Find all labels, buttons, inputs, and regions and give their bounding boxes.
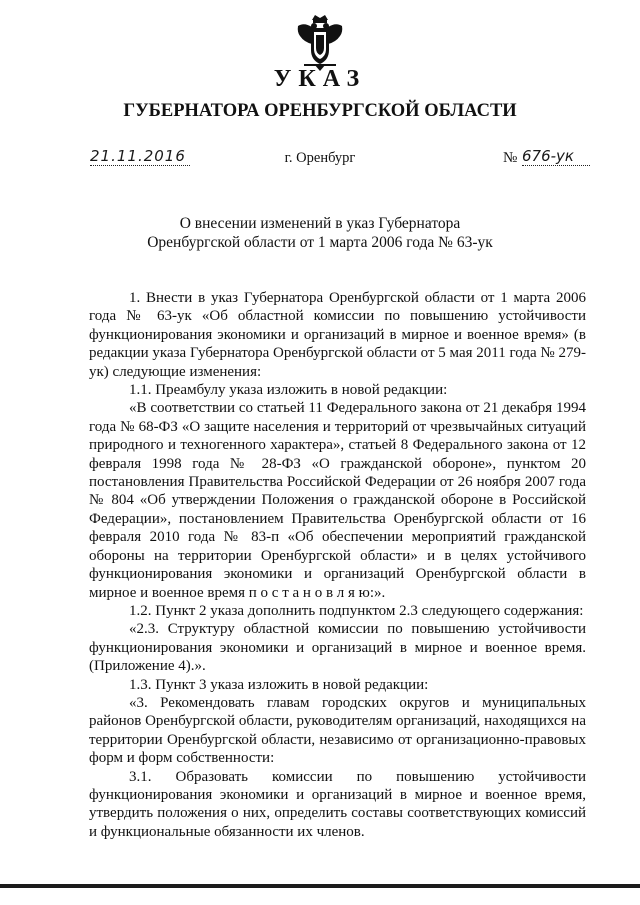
- heading-line-2: Оренбургской области от 1 марта 2006 года № 63-ук: [147, 234, 493, 251]
- city-label: г. Оренбург: [284, 150, 356, 166]
- document-number: 676-ук: [522, 147, 590, 166]
- paragraph-1-2: 1.2. Пункт 2 указа дополнить подпунктом 2.3 следующего содержания:: [129, 602, 584, 619]
- paragraph-3-1: 3.1. Образовать комиссии по повышению устойчивости функционирования экономики и организаций в мирное и военное время, утвердить положения о них, определить составы соответствующих комиссий и функциональные обязанности их членов.: [89, 768, 586, 840]
- paragraph-1: 1. Внести в указ Губернатора Оренбургской области от 1 марта 2006 года № 63-ук «Об областной комиссии по повышению устойчивости функционирования экономики и организаций в мирное и военное время» (в редакции указа Губернатора Оренбургской области от 5 мая 2011 года № 279-ук) следующие изменения:: [89, 290, 586, 380]
- document-heading: [0, 214, 640, 252]
- paragraph-1-3: 1.3. Пункт 3 указа изложить в новой редакции:: [129, 676, 429, 693]
- document-body: [89, 289, 586, 841]
- document-title: УКАЗ: [273, 66, 367, 92]
- coat-of-arms-icon: [294, 14, 346, 72]
- paragraph-3: «3. Рекомендовать главам городских округов и муниципальных районов Оренбургской области, руководителям организаций, находящихся на территории Оренбургской области, независимо от организационно-правовых форм и форм собственности:: [89, 694, 586, 767]
- paragraph-2-3: «2.3. Структуру областной комиссии по повышению устойчивости функционирования экономики и организаций в мирное и военное время. (Приложение 4).».: [89, 621, 586, 675]
- signature-date: 21.11.2016: [90, 147, 190, 166]
- paragraph-1-1: 1.1. Преамбулу указа изложить в новой редакции:: [129, 382, 448, 399]
- page-bottom-rule: [0, 884, 640, 888]
- heading-line-1: О внесении изменений в указ Губернатора: [179, 215, 461, 232]
- paragraph-preamble: «В соответствии со статьей 11 Федерального закона от 21 декабря 1994 года № 68-ФЗ «О защите населения и территорий от чрезвычайных ситуаций природного и техногенного характера», статьей 8 Федерального закона от 12 февраля 1998 года № 28-ФЗ «О гражданской обороне», пунктом 20 постановления Правительства Российской Федерации от 26 ноября 2007 года № 804 «Об утверждении Положения о гражданской обороне в Российской Федерации», постановлением Правительства Оренбургской области от 16 февраля 2010 года № 83-п «Об обеспечении мероприятий гражданской обороны на территории Оренбургской области» и в целях устойчивого функционирования экономики и организаций Оренбургской области в мирное и военное время п о с т а н о в л я ю:».: [89, 400, 586, 601]
- document-subtitle: ГУБЕРНАТОРА ОРЕНБУРГСКОЙ ОБЛАСТИ: [123, 101, 517, 121]
- number-label: №: [503, 150, 518, 166]
